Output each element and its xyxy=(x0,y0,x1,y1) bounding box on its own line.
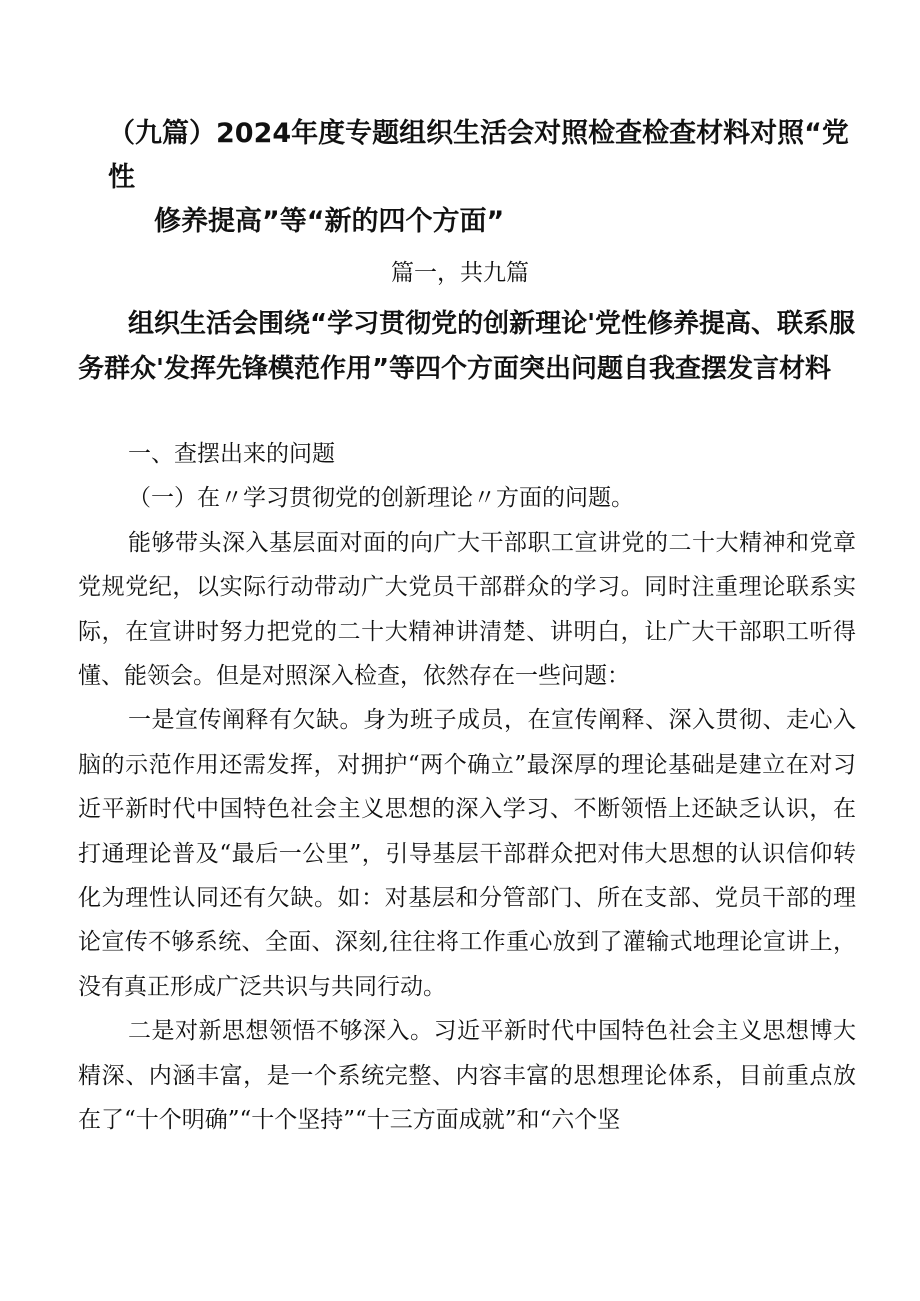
title-line-2: 修养提高”等“新的四个方面” xyxy=(154,206,505,237)
document-body xyxy=(78,432,856,1143)
paragraph: 二是对新思想领悟不够深入。习近平新时代中国特色社会主义思想博大精深、内涵丰富，是一个系统完整、内容丰富的思想理论体系，目前重点放在了“十个明确”“十个坚持”“十三方面成就”和“六个坚 xyxy=(78,1018,856,1134)
document-title xyxy=(108,112,868,244)
part-label: 篇一，共九篇 xyxy=(391,260,529,286)
title-line-1: （九篇）2024年度专题组织生活会对照检查检查材料对照“党性 xyxy=(108,118,849,193)
paragraph: 一是宣传阐释有欠缺。身为班子成员，在宣传阐释、深入贯彻、走心入脑的示范作用还需发挥，对拥护“两个确立”最深厚的理论基础是建立在对习近平新时代中国特色社会主义思想的深入学习、不断领悟上还缺乏认识，在打通理论普及“最后一公里”，引导基层干部群众把对伟大思想的认识信仰转化为理性认同还有欠缺。如：对基层和分管部门、所在支部、党员干部的理论宣传不够系统、全面、深刻,往往将工作重心放到了灌输式地理论宣讲上，没有真正形成广泛共识与共同行动。 xyxy=(78,707,856,1000)
section-heading: 组织生活会围绕“学习贯彻党的创新理论'党性修养提高、联系服务群众'发挥先锋模范作用”等四个方面突出问题自我查摆发言材料 xyxy=(78,309,856,384)
section-title: 一、查摆出来的问题 xyxy=(128,441,335,467)
subsection-title: （一）在〃学习贯彻党的创新理论〃方面的问题。 xyxy=(128,485,634,512)
paragraph: 能够带头深入基层面对面的向广大干部职工宣讲党的二十大精神和党章党规党纪，以实际行动带动广大党员干部群众的学习。同时注重理论联系实际，在宣讲时努力把党的二十大精神讲清楚、讲明白，让广大干部职工听得懂、能领会。但是对照深入检查，依然存在一些问题： xyxy=(78,529,856,690)
